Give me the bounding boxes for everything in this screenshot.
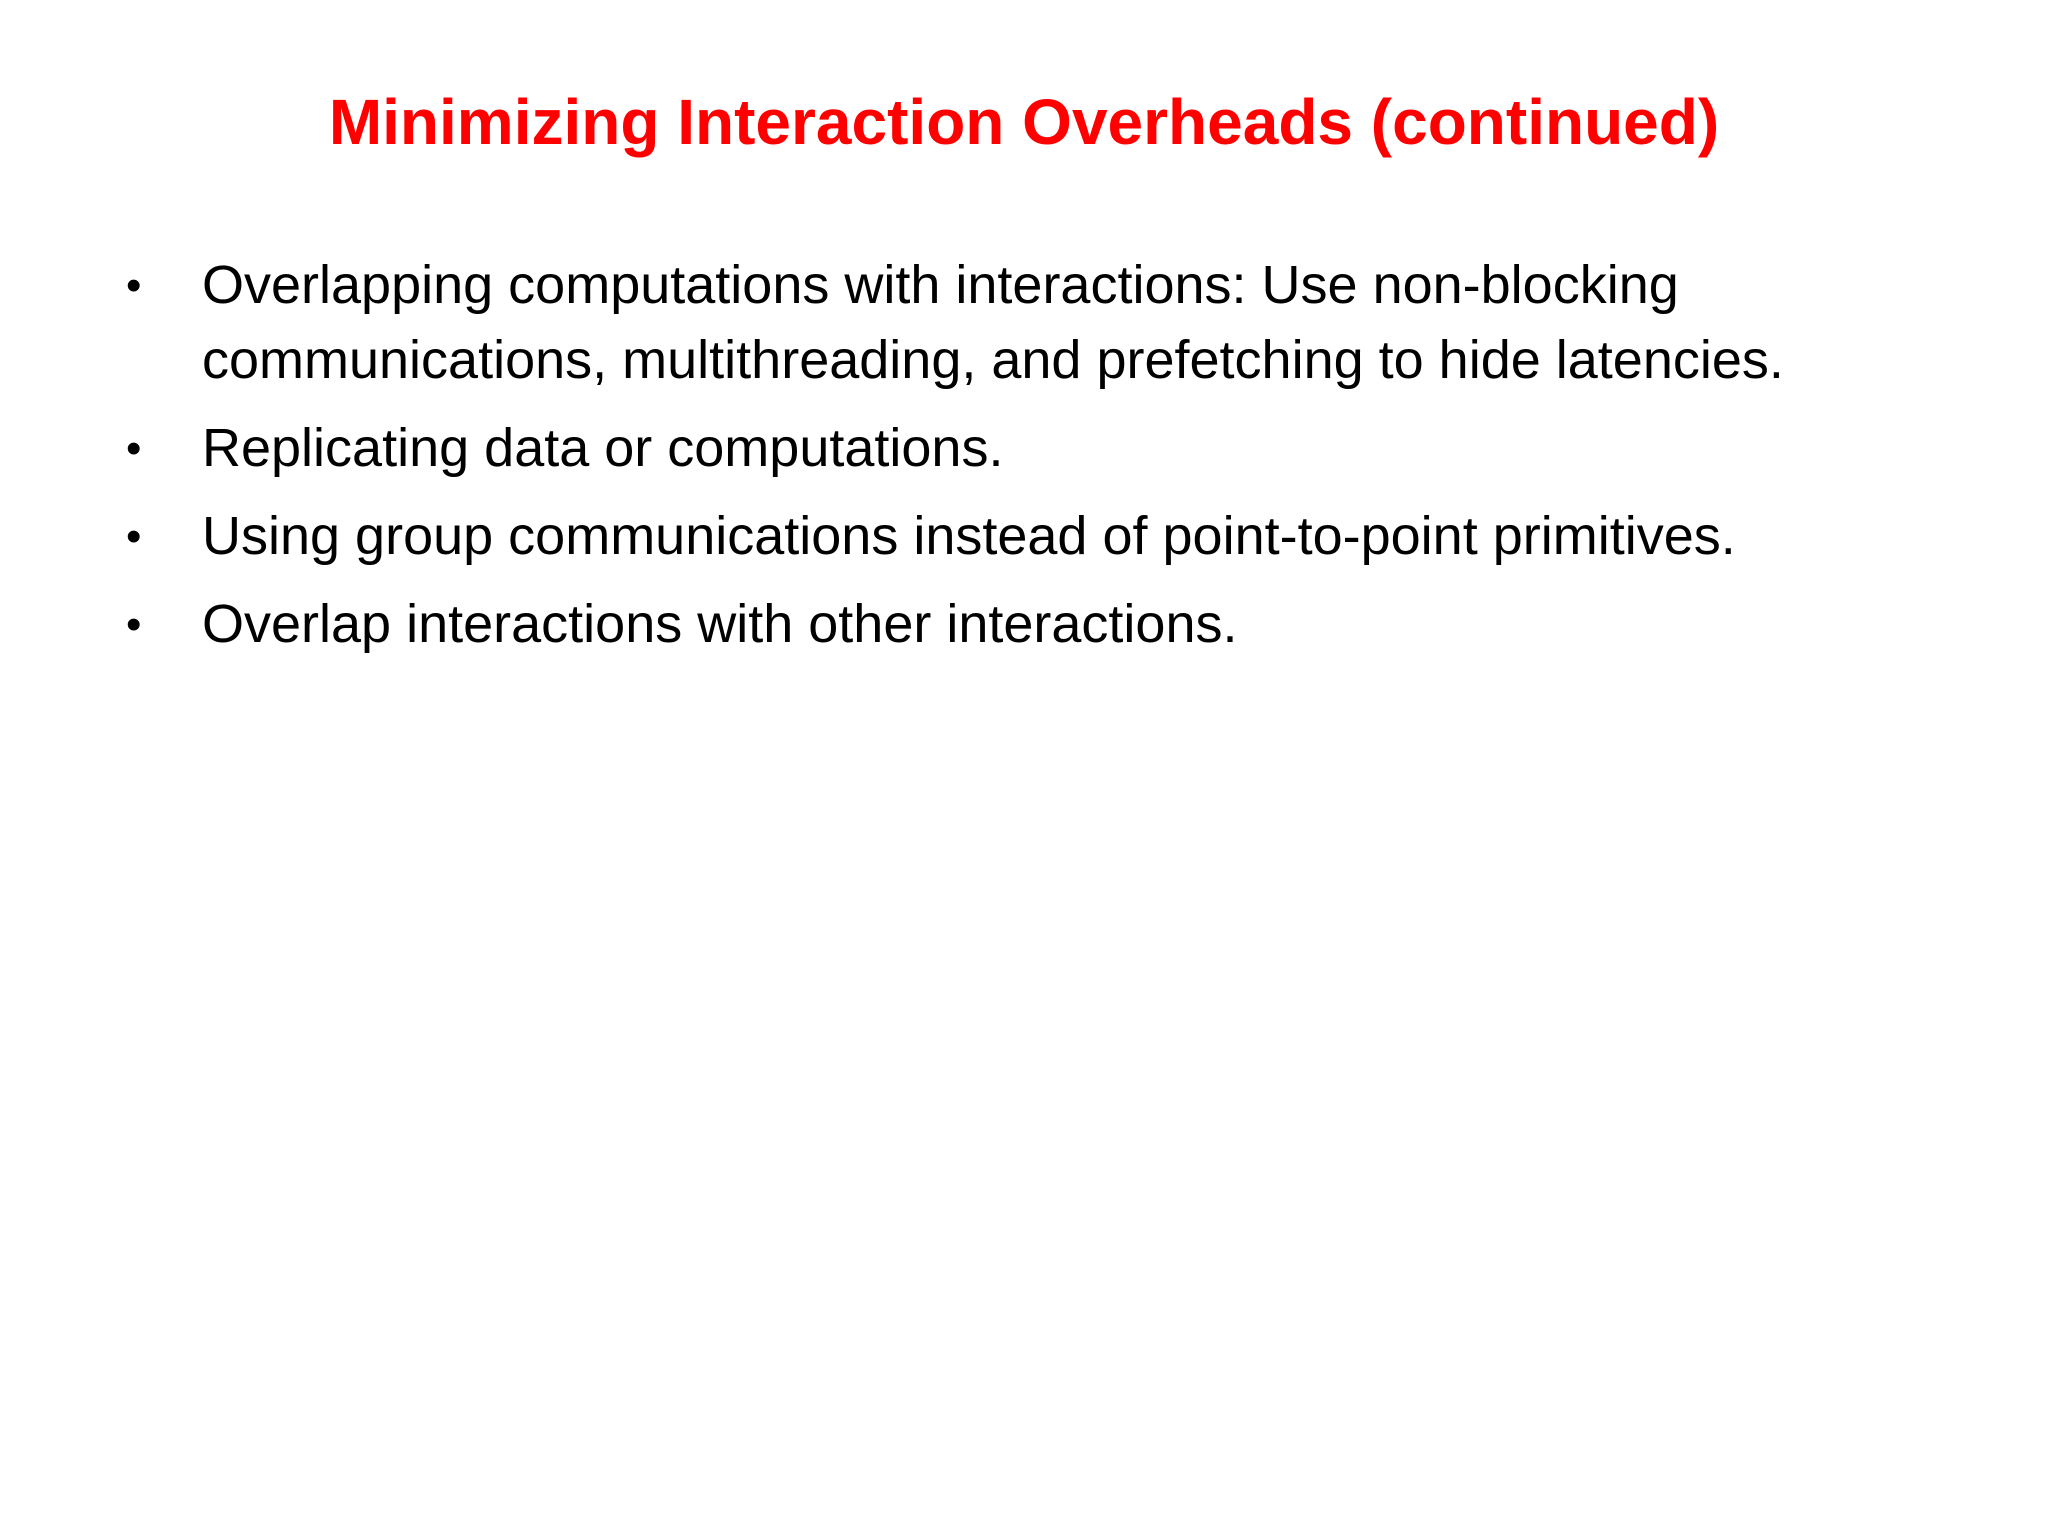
bullet-list [120,248,1930,675]
slide-title: Minimizing Interaction Overheads (continued) [328,86,1720,158]
bullet-icon: • [126,600,142,649]
list-item [120,587,1930,662]
list-item [120,411,1930,486]
list-item [120,248,1930,398]
bullet-text: Replicating data or computations. [202,418,1004,478]
list-item [120,499,1930,574]
bullet-icon: • [126,424,142,473]
bullet-icon: • [126,512,142,561]
bullet-text: Overlapping computations with interactions: Use non-blocking communications, multithreading, and prefetching to hide latencies. [202,255,1784,390]
bullet-text: Overlap interactions with other interactions. [202,594,1238,654]
bullet-text: Using group communications instead of point-to-point primitives. [202,506,1736,566]
bullet-icon: • [126,261,142,310]
